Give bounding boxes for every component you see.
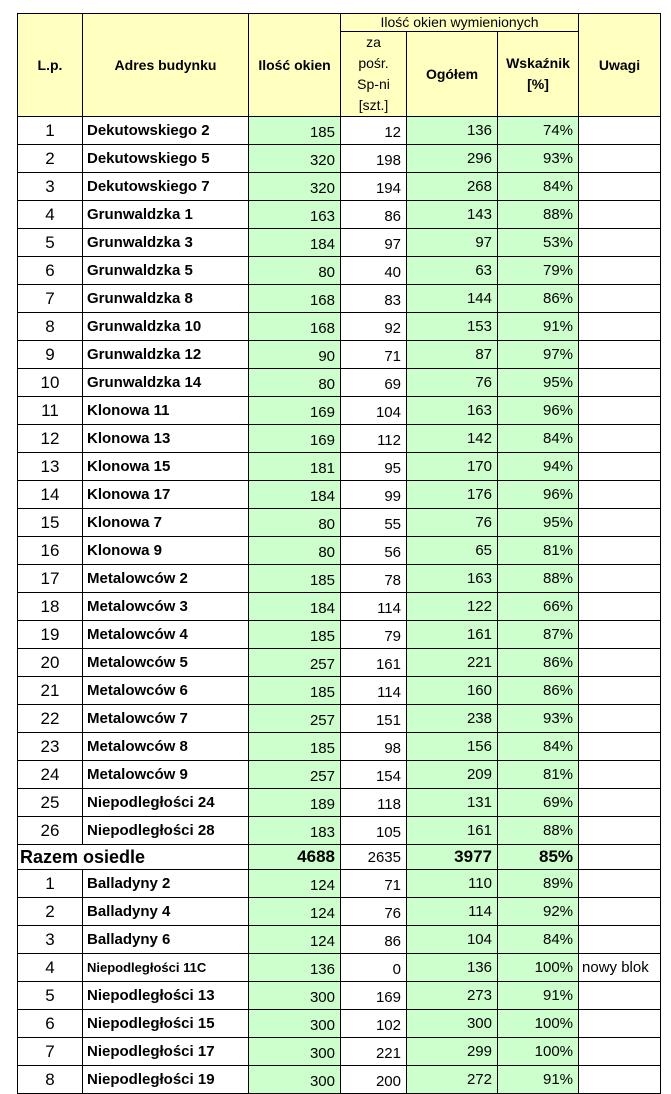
row-indicator: 95% — [498, 509, 579, 537]
row-note: nowy blok — [579, 954, 661, 982]
row-total: 131 — [407, 789, 498, 817]
row-total: 142 — [407, 425, 498, 453]
row-indicator: 84% — [498, 926, 579, 954]
table-row — [18, 117, 661, 145]
row-windows: 124 — [249, 926, 341, 954]
row-note — [579, 982, 661, 1010]
row-windows: 185 — [249, 733, 341, 761]
row-address: Grunwaldzka 12 — [83, 341, 249, 369]
row-note — [579, 369, 661, 397]
row-note — [579, 425, 661, 453]
row-lp: 3 — [18, 173, 83, 201]
row-total: 209 — [407, 761, 498, 789]
row-indicator: 88% — [498, 201, 579, 229]
row-lp: 6 — [18, 257, 83, 285]
row-lp: 4 — [18, 954, 83, 982]
row-address: Grunwaldzka 1 — [83, 201, 249, 229]
row-windows: 300 — [249, 1010, 341, 1038]
row-windows: 300 — [249, 1038, 341, 1066]
row-windows: 80 — [249, 369, 341, 397]
table-row — [18, 898, 661, 926]
row-lp: 18 — [18, 593, 83, 621]
row-total: 114 — [407, 898, 498, 926]
row-windows: 257 — [249, 761, 341, 789]
row-total: 296 — [407, 145, 498, 173]
row-indicator: 95% — [498, 369, 579, 397]
row-via-coop: 55 — [341, 509, 407, 537]
header-indicator: Wskaźnik [%] — [498, 32, 579, 117]
table-row — [18, 677, 661, 705]
row-lp: 17 — [18, 565, 83, 593]
summary-windows: 4688 — [249, 845, 341, 870]
row-total: 299 — [407, 1038, 498, 1066]
row-note — [579, 313, 661, 341]
table-row — [18, 425, 661, 453]
row-total: 268 — [407, 173, 498, 201]
row-lp: 13 — [18, 453, 83, 481]
row-windows: 189 — [249, 789, 341, 817]
table-row — [18, 1066, 661, 1094]
table-row — [18, 705, 661, 733]
row-note — [579, 649, 661, 677]
row-total: 156 — [407, 733, 498, 761]
row-via-coop: 194 — [341, 173, 407, 201]
table-row — [18, 341, 661, 369]
row-via-coop: 104 — [341, 397, 407, 425]
table-row — [18, 1010, 661, 1038]
row-indicator: 87% — [498, 621, 579, 649]
row-indicator: 92% — [498, 898, 579, 926]
row-indicator: 100% — [498, 954, 579, 982]
row-lp: 21 — [18, 677, 83, 705]
row-windows: 124 — [249, 870, 341, 898]
table-row — [18, 789, 661, 817]
summary-indicator: 85% — [498, 845, 579, 870]
row-total: 136 — [407, 954, 498, 982]
header-address: Adres budynku — [83, 14, 249, 117]
row-windows: 185 — [249, 677, 341, 705]
row-note — [579, 1066, 661, 1094]
header-total: Ogółem — [407, 32, 498, 117]
row-lp: 8 — [18, 1066, 83, 1094]
row-lp: 9 — [18, 341, 83, 369]
row-note — [579, 898, 661, 926]
row-indicator: 86% — [498, 677, 579, 705]
row-lp: 26 — [18, 817, 83, 845]
table-row — [18, 313, 661, 341]
table-row — [18, 229, 661, 257]
row-windows: 80 — [249, 509, 341, 537]
row-total: 104 — [407, 926, 498, 954]
table-row — [18, 257, 661, 285]
row-indicator: 84% — [498, 425, 579, 453]
row-indicator: 88% — [498, 817, 579, 845]
row-address: Klonowa 15 — [83, 453, 249, 481]
row-windows: 320 — [249, 173, 341, 201]
table-row — [18, 926, 661, 954]
row-via-coop: 76 — [341, 898, 407, 926]
row-windows: 169 — [249, 397, 341, 425]
summary-label: Razem osiedle — [18, 845, 249, 870]
row-indicator: 86% — [498, 649, 579, 677]
row-via-coop: 86 — [341, 201, 407, 229]
row-windows: 300 — [249, 1066, 341, 1094]
row-address: Balladyny 2 — [83, 870, 249, 898]
row-address: Dekutowskiego 7 — [83, 173, 249, 201]
row-total: 76 — [407, 509, 498, 537]
row-total: 272 — [407, 1066, 498, 1094]
row-via-coop: 40 — [341, 257, 407, 285]
row-note — [579, 145, 661, 173]
row-total: 161 — [407, 621, 498, 649]
row-lp: 16 — [18, 537, 83, 565]
header-via-coop: za pośr. Sp-ni [szt.] — [341, 32, 407, 117]
row-indicator: 88% — [498, 565, 579, 593]
row-address: Metalowców 5 — [83, 649, 249, 677]
row-address: Balladyny 4 — [83, 898, 249, 926]
row-note — [579, 481, 661, 509]
row-lp: 8 — [18, 313, 83, 341]
row-lp: 24 — [18, 761, 83, 789]
row-windows: 320 — [249, 145, 341, 173]
header-lp: L.p. — [18, 14, 83, 117]
row-indicator: 96% — [498, 481, 579, 509]
row-address: Metalowców 8 — [83, 733, 249, 761]
row-via-coop: 97 — [341, 229, 407, 257]
row-address: Niepodległości 28 — [83, 817, 249, 845]
row-windows: 184 — [249, 229, 341, 257]
table-row — [18, 369, 661, 397]
row-via-coop: 105 — [341, 817, 407, 845]
row-indicator: 66% — [498, 593, 579, 621]
row-lp: 2 — [18, 145, 83, 173]
table-row — [18, 453, 661, 481]
table-row — [18, 397, 661, 425]
row-via-coop: 83 — [341, 285, 407, 313]
row-address: Klonowa 17 — [83, 481, 249, 509]
table-row — [18, 817, 661, 845]
row-address: Balladyny 6 — [83, 926, 249, 954]
row-total: 300 — [407, 1010, 498, 1038]
row-note — [579, 565, 661, 593]
row-address: Metalowców 3 — [83, 593, 249, 621]
row-total: 144 — [407, 285, 498, 313]
row-windows: 257 — [249, 649, 341, 677]
row-windows: 168 — [249, 285, 341, 313]
row-lp: 23 — [18, 733, 83, 761]
header-windows: Ilość okien — [249, 14, 341, 117]
row-via-coop: 102 — [341, 1010, 407, 1038]
table-row — [18, 173, 661, 201]
row-via-coop: 69 — [341, 369, 407, 397]
row-via-coop: 0 — [341, 954, 407, 982]
row-total: 176 — [407, 481, 498, 509]
row-windows: 169 — [249, 425, 341, 453]
row-indicator: 97% — [498, 341, 579, 369]
row-address: Niepodległości 24 — [83, 789, 249, 817]
row-lp: 3 — [18, 926, 83, 954]
row-windows: 185 — [249, 565, 341, 593]
row-lp: 11 — [18, 397, 83, 425]
row-via-coop: 118 — [341, 789, 407, 817]
row-address: Grunwaldzka 5 — [83, 257, 249, 285]
row-total: 161 — [407, 817, 498, 845]
row-windows: 257 — [249, 705, 341, 733]
row-total: 170 — [407, 453, 498, 481]
row-via-coop: 56 — [341, 537, 407, 565]
row-via-coop: 98 — [341, 733, 407, 761]
header-notes: Uwagi — [579, 14, 661, 117]
spreadsheet-table — [17, 13, 661, 1094]
row-lp: 7 — [18, 1038, 83, 1066]
row-note — [579, 733, 661, 761]
row-note — [579, 509, 661, 537]
row-note — [579, 705, 661, 733]
row-total: 238 — [407, 705, 498, 733]
row-lp: 7 — [18, 285, 83, 313]
row-note — [579, 229, 661, 257]
row-lp: 5 — [18, 229, 83, 257]
row-indicator: 89% — [498, 870, 579, 898]
row-lp: 1 — [18, 117, 83, 145]
row-note — [579, 870, 661, 898]
row-via-coop: 198 — [341, 145, 407, 173]
table-row — [18, 982, 661, 1010]
row-total: 87 — [407, 341, 498, 369]
row-lp: 19 — [18, 621, 83, 649]
table-row — [18, 145, 661, 173]
row-note — [579, 173, 661, 201]
row-lp: 15 — [18, 509, 83, 537]
row-total: 122 — [407, 593, 498, 621]
row-address: Niepodległości 11C — [83, 954, 249, 982]
row-total: 160 — [407, 677, 498, 705]
row-total: 76 — [407, 369, 498, 397]
row-indicator: 91% — [498, 982, 579, 1010]
row-via-coop: 92 — [341, 313, 407, 341]
table-row — [18, 761, 661, 789]
row-indicator: 84% — [498, 733, 579, 761]
row-total: 63 — [407, 257, 498, 285]
row-windows: 90 — [249, 341, 341, 369]
row-note — [579, 117, 661, 145]
row-indicator: 69% — [498, 789, 579, 817]
summary-row — [18, 845, 661, 870]
row-via-coop: 151 — [341, 705, 407, 733]
row-note — [579, 621, 661, 649]
row-via-coop: 154 — [341, 761, 407, 789]
row-address: Metalowców 7 — [83, 705, 249, 733]
row-via-coop: 71 — [341, 341, 407, 369]
row-lp: 10 — [18, 369, 83, 397]
row-via-coop: 221 — [341, 1038, 407, 1066]
row-windows: 181 — [249, 453, 341, 481]
row-indicator: 81% — [498, 537, 579, 565]
row-note — [579, 453, 661, 481]
table-row — [18, 565, 661, 593]
row-lp: 4 — [18, 201, 83, 229]
table-row — [18, 509, 661, 537]
row-lp: 2 — [18, 898, 83, 926]
row-indicator: 84% — [498, 173, 579, 201]
row-indicator: 93% — [498, 145, 579, 173]
row-address: Niepodległości 19 — [83, 1066, 249, 1094]
row-total: 273 — [407, 982, 498, 1010]
row-note — [579, 257, 661, 285]
row-lp: 6 — [18, 1010, 83, 1038]
row-via-coop: 161 — [341, 649, 407, 677]
row-indicator: 86% — [498, 285, 579, 313]
row-lp: 5 — [18, 982, 83, 1010]
row-note — [579, 926, 661, 954]
row-address: Niepodległości 17 — [83, 1038, 249, 1066]
row-indicator: 79% — [498, 257, 579, 285]
summary-note — [579, 845, 661, 870]
row-indicator: 81% — [498, 761, 579, 789]
header-replaced-group: Ilość okien wymienionych — [341, 14, 579, 32]
row-windows: 185 — [249, 621, 341, 649]
row-indicator: 74% — [498, 117, 579, 145]
row-address: Niepodległości 13 — [83, 982, 249, 1010]
row-via-coop: 112 — [341, 425, 407, 453]
row-total: 163 — [407, 397, 498, 425]
row-address: Metalowców 9 — [83, 761, 249, 789]
row-address: Metalowców 6 — [83, 677, 249, 705]
row-indicator: 94% — [498, 453, 579, 481]
row-via-coop: 99 — [341, 481, 407, 509]
row-windows: 136 — [249, 954, 341, 982]
row-address: Metalowców 4 — [83, 621, 249, 649]
table-row — [18, 201, 661, 229]
row-via-coop: 78 — [341, 565, 407, 593]
row-total: 221 — [407, 649, 498, 677]
table-row — [18, 1038, 661, 1066]
row-total: 153 — [407, 313, 498, 341]
row-windows: 183 — [249, 817, 341, 845]
table-row — [18, 481, 661, 509]
row-total: 97 — [407, 229, 498, 257]
row-note — [579, 1038, 661, 1066]
row-indicator: 91% — [498, 313, 579, 341]
row-total: 110 — [407, 870, 498, 898]
row-windows: 184 — [249, 481, 341, 509]
row-note — [579, 1010, 661, 1038]
row-address: Dekutowskiego 2 — [83, 117, 249, 145]
row-total: 136 — [407, 117, 498, 145]
row-lp: 22 — [18, 705, 83, 733]
row-address: Metalowców 2 — [83, 565, 249, 593]
row-note — [579, 285, 661, 313]
row-note — [579, 817, 661, 845]
table-row — [18, 537, 661, 565]
table-row — [18, 649, 661, 677]
table-row — [18, 621, 661, 649]
row-total: 143 — [407, 201, 498, 229]
table-row — [18, 954, 661, 982]
row-lp: 14 — [18, 481, 83, 509]
row-windows: 124 — [249, 898, 341, 926]
row-via-coop: 114 — [341, 677, 407, 705]
row-indicator: 53% — [498, 229, 579, 257]
row-address: Klonowa 9 — [83, 537, 249, 565]
row-note — [579, 397, 661, 425]
row-address: Grunwaldzka 14 — [83, 369, 249, 397]
row-indicator: 96% — [498, 397, 579, 425]
row-address: Niepodległości 15 — [83, 1010, 249, 1038]
row-windows: 185 — [249, 117, 341, 145]
row-total: 65 — [407, 537, 498, 565]
row-indicator: 100% — [498, 1038, 579, 1066]
row-address: Klonowa 11 — [83, 397, 249, 425]
row-address: Klonowa 7 — [83, 509, 249, 537]
row-windows: 184 — [249, 593, 341, 621]
row-via-coop: 12 — [341, 117, 407, 145]
row-lp: 1 — [18, 870, 83, 898]
row-windows: 80 — [249, 537, 341, 565]
row-address: Grunwaldzka 10 — [83, 313, 249, 341]
row-lp: 25 — [18, 789, 83, 817]
row-via-coop: 169 — [341, 982, 407, 1010]
table-row — [18, 285, 661, 313]
row-windows: 168 — [249, 313, 341, 341]
row-indicator: 100% — [498, 1010, 579, 1038]
table-row — [18, 733, 661, 761]
row-lp: 20 — [18, 649, 83, 677]
row-total: 163 — [407, 565, 498, 593]
row-note — [579, 201, 661, 229]
row-address: Grunwaldzka 3 — [83, 229, 249, 257]
row-note — [579, 761, 661, 789]
row-note — [579, 593, 661, 621]
row-address: Dekutowskiego 5 — [83, 145, 249, 173]
row-via-coop: 95 — [341, 453, 407, 481]
row-via-coop: 200 — [341, 1066, 407, 1094]
row-via-coop: 86 — [341, 926, 407, 954]
row-lp: 12 — [18, 425, 83, 453]
row-via-coop: 114 — [341, 593, 407, 621]
row-windows: 80 — [249, 257, 341, 285]
row-note — [579, 789, 661, 817]
row-note — [579, 677, 661, 705]
table-row — [18, 593, 661, 621]
row-indicator: 93% — [498, 705, 579, 733]
row-address: Klonowa 13 — [83, 425, 249, 453]
row-note — [579, 537, 661, 565]
table-row — [18, 870, 661, 898]
summary-total: 3977 — [407, 845, 498, 870]
row-note — [579, 341, 661, 369]
row-indicator: 91% — [498, 1066, 579, 1094]
row-via-coop: 79 — [341, 621, 407, 649]
row-windows: 163 — [249, 201, 341, 229]
summary-via-coop: 2635 — [341, 845, 407, 870]
row-via-coop: 71 — [341, 870, 407, 898]
row-address: Grunwaldzka 8 — [83, 285, 249, 313]
row-windows: 300 — [249, 982, 341, 1010]
